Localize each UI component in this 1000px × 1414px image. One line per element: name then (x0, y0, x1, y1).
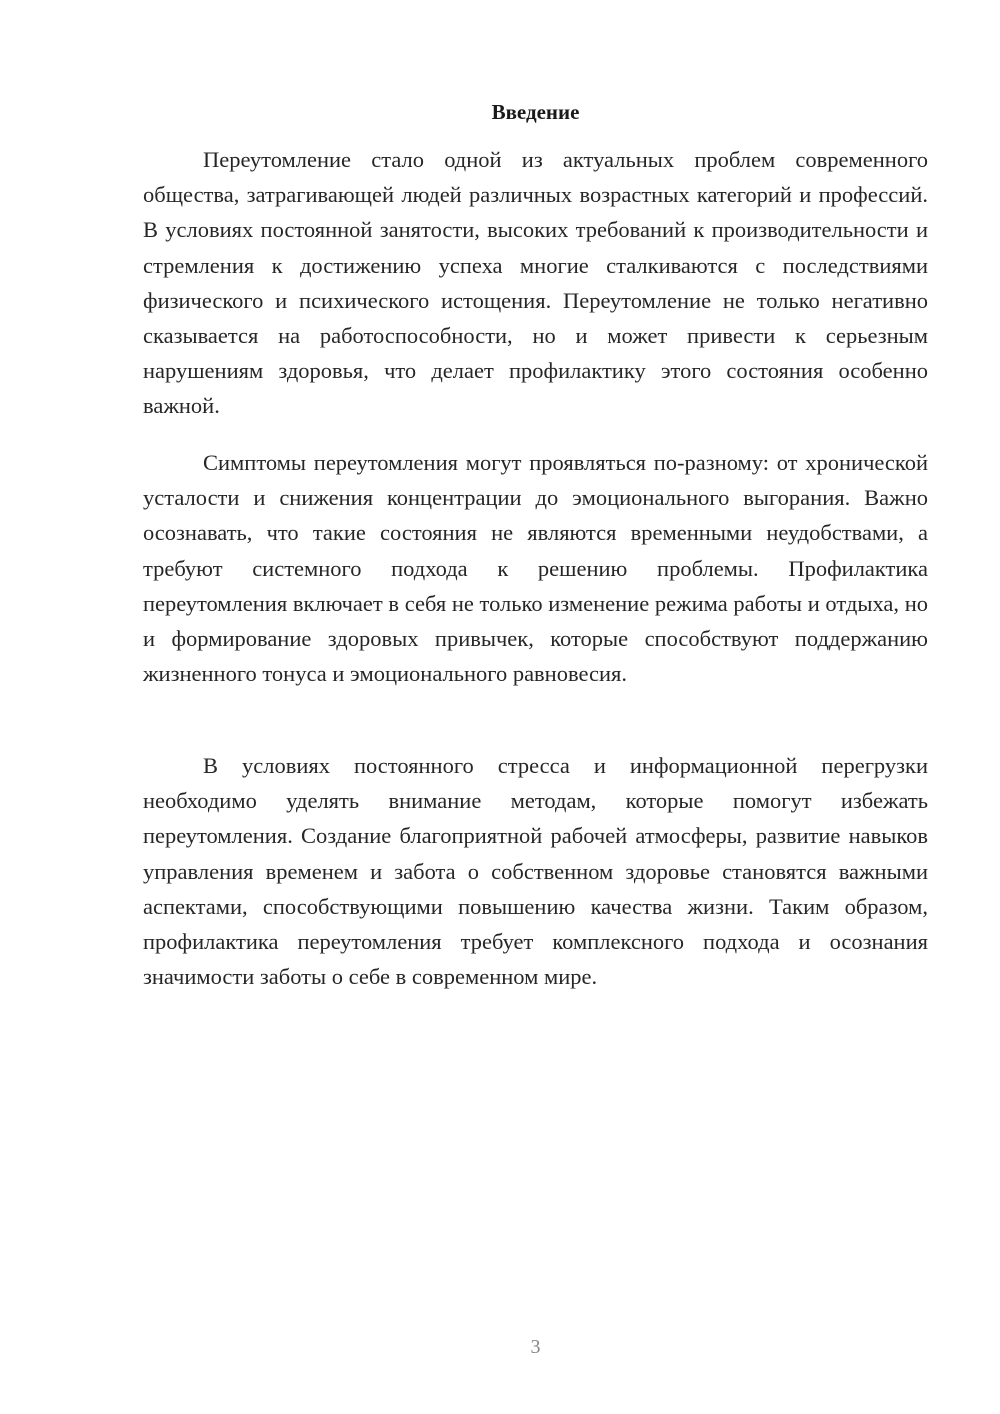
paragraph-1: Переутомление стало одной из актуальных проблем современного общества, затрагивающей людей различных возрастных категорий и профессий. В условиях постоянной занятости, высоких требований к производительности и стремления к достижению успеха многие сталкиваются с последствиями физического и психического истощения. Переутомление не только негативно сказывается на работоспособности, но и может привести к серьезным нарушениям здоровья, что делает профилактику этого состояния особенно важной. (143, 147, 928, 419)
page-number: 3 (530, 1336, 541, 1358)
section-title: Введение (491, 100, 580, 124)
paragraph-3: В условиях постоянного стресса и информационной перегрузки необходимо уделять внимание методам, которые помогут избежать переутомления. Создание благоприятной рабочей атмосферы, развитие навыков управления временем и забота о собственном здоровье становятся важными аспектами, способствующими повышению качества жизни. Таким образом, профилактика переутомления требует комплексного подхода и осознания значимости заботы о себе в современном мире. (143, 753, 928, 990)
paragraph-2: Симптомы переутомления могут проявляться по-разному: от хронической усталости и снижения концентрации до эмоционального выгорания. Важно осознавать, что такие состояния не являются временными неудобствами, а требуют системного подхода к решению проблемы. Профилактика переутомления включает в себя не только изменение режима работы и отдыха, но и формирование здоровых привычек, которые способствуют поддержанию жизненного тонуса и эмоционального равновесия. (143, 450, 928, 687)
